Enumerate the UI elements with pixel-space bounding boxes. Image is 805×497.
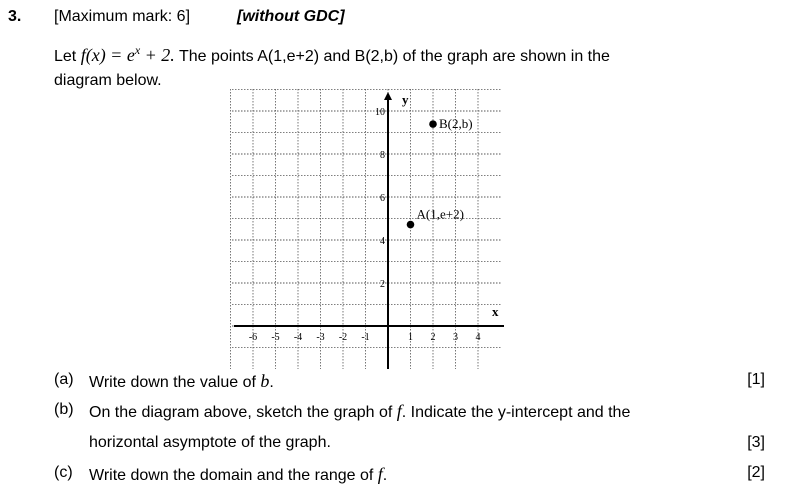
- point-label: A(1,e+2): [416, 206, 464, 222]
- y-axis-arrow: [384, 92, 392, 100]
- function-exponent: x: [134, 43, 141, 57]
- function-definition: [81, 45, 175, 65]
- y-tick-label: 8: [380, 150, 385, 161]
- part-a-text: [89, 371, 274, 392]
- question-intro: [54, 38, 726, 93]
- intro-let: Let: [54, 48, 77, 65]
- part-b-after: . Indicate the y-intercept and the: [401, 404, 631, 421]
- gdc-note: [without GDC]: [237, 8, 345, 25]
- part-b-var: f: [396, 401, 402, 421]
- x-tick-label: 4: [475, 332, 481, 343]
- x-tick-label: 2: [430, 332, 436, 343]
- part-c-after: .: [382, 467, 388, 484]
- part-c-before: Write down the domain and the range of: [89, 467, 374, 484]
- part-b-label: (b): [54, 401, 74, 418]
- x-tick-label: 1: [408, 332, 413, 343]
- part-b-text: [89, 401, 630, 422]
- point-marker: [429, 120, 437, 128]
- part-a-var: b: [260, 371, 270, 391]
- part-c-label: (c): [54, 464, 73, 481]
- part-b-marks: [3]: [747, 434, 765, 451]
- function-tail: + 2.: [144, 45, 175, 65]
- y-tick-label: 6: [380, 193, 385, 204]
- x-tick-label: -4: [293, 332, 303, 343]
- x-tick-label: -1: [361, 332, 370, 343]
- axes: [234, 92, 504, 369]
- x-tick-label: -5: [271, 332, 280, 343]
- part-b-line2: horizontal asymptote of the graph.: [89, 434, 331, 451]
- intro-points: The points A(1,e+2) and B(2,b) of the graph are shown in the: [178, 48, 610, 65]
- question-number: 3.: [8, 8, 22, 25]
- function-formula: f(x) = e: [80, 45, 135, 65]
- intro-line2: diagram below.: [54, 72, 162, 89]
- y-tick-label: 10: [375, 107, 385, 118]
- x-tick-label: 3: [453, 332, 458, 343]
- x-tick-label: -2: [338, 332, 348, 343]
- part-c-var: f: [377, 464, 383, 484]
- x-tick-label: -3: [316, 332, 325, 343]
- tick-labels: [249, 107, 481, 343]
- part-c-marks: [2]: [747, 464, 765, 481]
- y-axis-label: y: [402, 92, 409, 107]
- y-tick-label: 2: [380, 279, 385, 290]
- x-tick-label: -6: [248, 332, 258, 343]
- part-a-marks: [1]: [747, 371, 765, 388]
- coordinate-grid-diagram: [230, 86, 510, 371]
- x-axis-label: x: [492, 304, 499, 319]
- maximum-mark: [Maximum mark: 6]: [54, 8, 191, 25]
- plotted-points: [407, 116, 473, 228]
- part-a-after: .: [269, 374, 274, 391]
- point-marker: [407, 221, 415, 229]
- part-a-label: (a): [54, 371, 74, 388]
- part-a-before: Write down the value of: [89, 374, 256, 391]
- y-tick-label: 4: [380, 236, 385, 247]
- part-c-text: [89, 464, 387, 485]
- part-b-before: On the diagram above, sketch the graph of: [89, 404, 393, 421]
- point-label: B(2,b): [439, 116, 473, 132]
